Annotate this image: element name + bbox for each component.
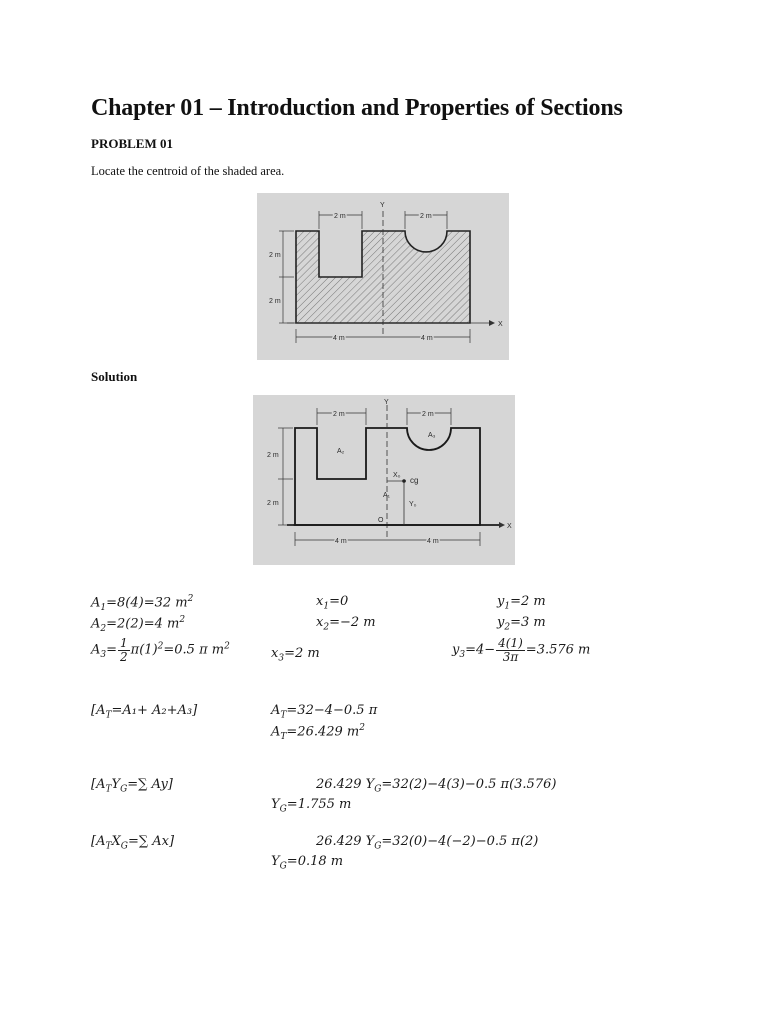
label-a1: A₁ (383, 492, 391, 499)
eq-a3: $A_3=$ $\frac{1}{2}$ $\pi(1)^2=0.5$ π $m^2$ (91, 636, 230, 664)
eq-y2: $y_2=3$ m (497, 615, 546, 633)
label-cg: cg (410, 476, 419, 485)
dim-bottom-left: 4 m (335, 538, 347, 545)
problem-figure-drawing (257, 193, 509, 360)
dim-bottom-right: 4 m (421, 335, 433, 342)
problem-figure (257, 193, 509, 360)
dim-top-left: 2 m (333, 411, 345, 418)
axis-y-label: Y (380, 202, 385, 209)
dim-left-upper: 2 m (269, 252, 281, 259)
eq-x2: $x_2=-2$ m (316, 615, 376, 633)
eq-y1: $y_1=2$ m (497, 594, 546, 612)
solution-figure-drawing (253, 395, 515, 565)
eq-ay-line1: 26.429 $Y_G=32(2)-4(3)-0.5$ π(3.576) (316, 777, 557, 795)
eq-a2: $A_2=2(2)=4$ $m^2$ (91, 615, 186, 634)
axis-x-label: X (498, 321, 503, 328)
label-origin: O (378, 517, 384, 524)
eq-ax-line2: $Y_G=0.18$ m (271, 854, 344, 872)
eq-x3: $x_3=2$ m (271, 646, 320, 664)
dim-top-right: 2 m (420, 213, 432, 220)
axis-x-label: X (507, 523, 512, 530)
eq-ax-line1: 26.429 $Y_G=32(0)-4(-2)-0.5$ π(2) (316, 834, 539, 852)
dim-left-lower: 2 m (269, 298, 281, 305)
eq-at-formula: $[A_T=A_1+ A_2+A_3]$ (91, 703, 198, 721)
eq-x1: $x_1=0$ (316, 594, 349, 612)
eq-ay-formula: [$A_TY_G=\sum$ Ay] (91, 777, 173, 795)
dim-left-upper: 2 m (267, 452, 279, 459)
dim-left-lower: 2 m (267, 500, 279, 507)
eq-ax-formula: [$A_TX_G=\sum$ Ax] (91, 834, 175, 852)
eq-y3: $y_3=4-$ $\frac{4(1)}{3\pi}$ =3.576 m (452, 636, 591, 664)
dim-bottom-left: 4 m (333, 335, 345, 342)
eq-at-line2: $A_T=26.429$ $m^2$ (271, 723, 365, 742)
dim-top-right: 2 m (422, 411, 434, 418)
dim-bottom-right: 4 m (427, 538, 439, 545)
eq-at-line1: $A_T=32-4-0.5$ π (271, 703, 378, 721)
label-xg: X₀ (393, 472, 401, 479)
problem-heading: PROBLEM 01 (91, 136, 173, 151)
page-title: Chapter 01 – Introduction and Properties of Sections (91, 95, 623, 121)
axis-y-label: Y (384, 399, 389, 406)
label-a3: A₃ (428, 432, 436, 439)
eq-a1: $A_1=8(4)=32$ $m^2$ (91, 594, 194, 613)
label-a2: A₂ (337, 448, 345, 455)
eq-ay-line2: $Y_G=1.755$ m (271, 797, 352, 815)
problem-statement: Locate the centroid of the shaded area. (91, 164, 285, 178)
dim-top-left: 2 m (334, 213, 346, 220)
solution-figure (253, 395, 515, 565)
composite-outline (295, 428, 480, 525)
label-yg: Y₀ (409, 501, 417, 508)
solution-heading: Solution (91, 369, 138, 384)
